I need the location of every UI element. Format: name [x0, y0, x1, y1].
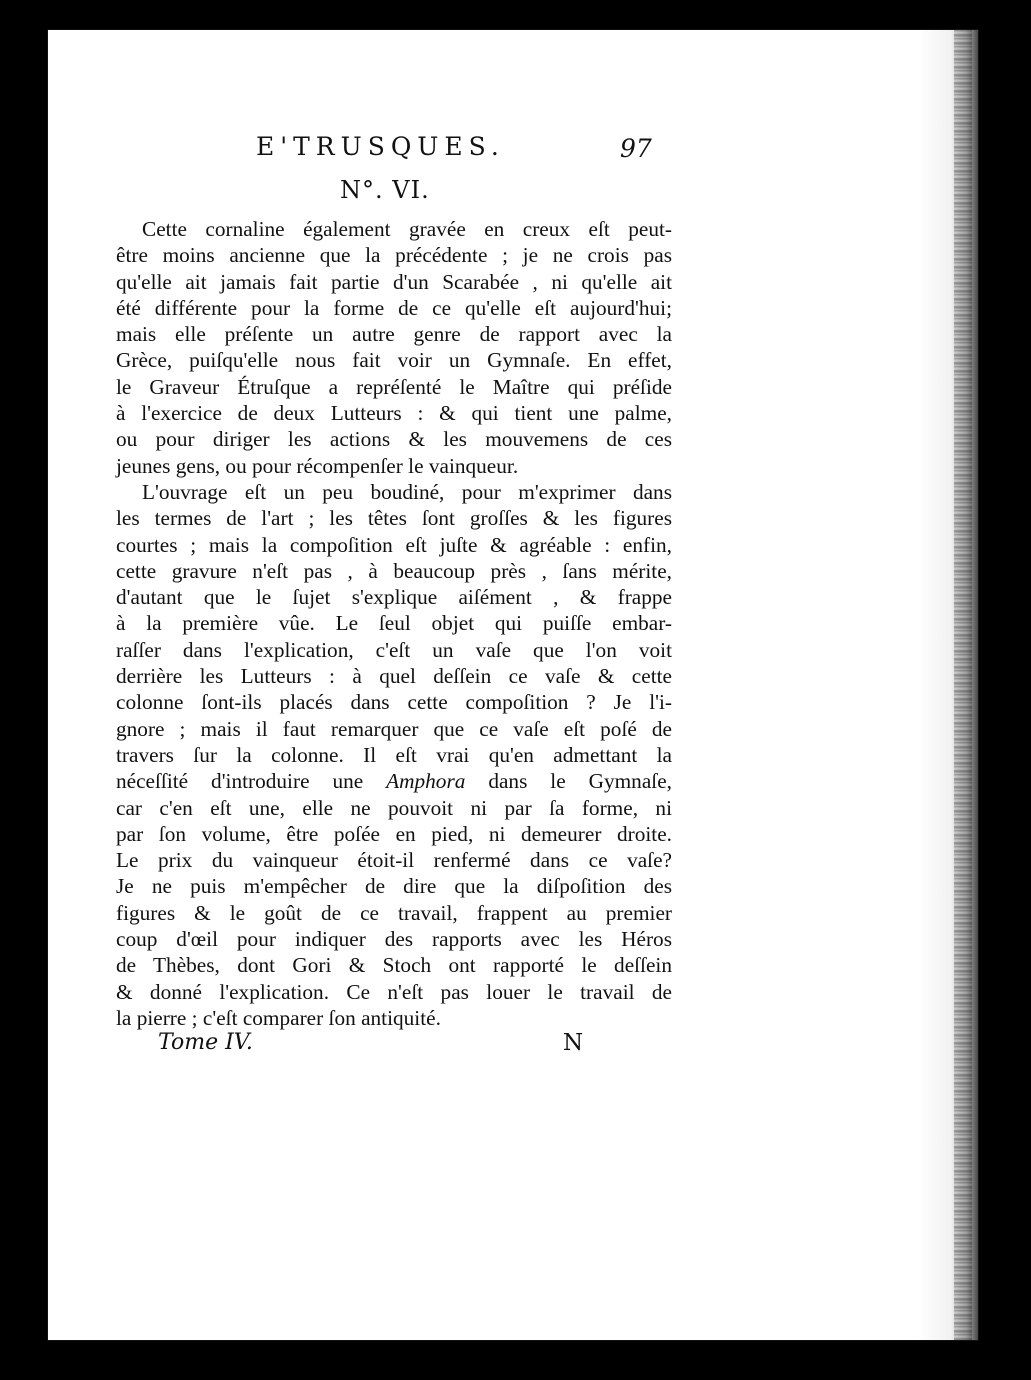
text-line: colonne ſont-ils placés dans cette compoſition ? Je l'i- — [116, 690, 672, 715]
text-line: Le prix du vainqueur étoit-il renfermé dans ce vaſe? — [116, 848, 672, 873]
text-line: par ſon volume, être poſée en pied, ni demeurer droite. — [116, 821, 672, 846]
text-line: travers ſur la colonne. Il eſt vrai qu'en admettant la — [116, 742, 672, 767]
text-line: Grèce, puiſqu'elle nous fait voir un Gymnaſe. En effet, — [116, 348, 672, 373]
paragraph-1 — [116, 216, 672, 479]
text-line: jeunes gens, ou pour récompenſer le vainqueur. — [116, 453, 519, 478]
text-line: cette gravure n'eſt pas , à beaucoup près , ſans mérite, — [116, 558, 672, 583]
running-head — [48, 132, 978, 172]
text-line: gnore ; mais il faut remarquer que ce vaſe eſt poſé de — [116, 716, 672, 741]
text-line: & donné l'explication. Ce n'eſt pas louer le travail de — [116, 979, 672, 1004]
page-edge-shadow — [918, 30, 978, 1340]
text-line: mais elle préſente un autre genre de rapport avec la — [116, 322, 672, 347]
text-fragment: dans le Gymnaſe, — [465, 769, 672, 794]
text-fragment: néceſſité d'introduire une — [116, 769, 387, 794]
text-line: le Graveur Étruſque a repréſenté le Maître qui préſide — [116, 374, 672, 399]
text-line: été différente pour la forme de ce qu'elle eſt aujourd'hui; — [116, 295, 672, 320]
text-line: la pierre ; c'eſt comparer ſon antiquité. — [116, 1005, 441, 1030]
section-number: N°. VI. — [340, 176, 430, 204]
text-line: de Thèbes, dont Gori & Stoch ont rapporté le deſſein — [116, 953, 672, 978]
text-line: L'ouvrage eſt un peu boudiné, pour m'exprimer dans — [142, 479, 672, 504]
text-line-amphora — [116, 768, 672, 794]
italic-word: Amphora — [386, 769, 466, 794]
book-page — [48, 30, 978, 1340]
text-line: Je ne puis m'empêcher de dire que la diſpoſition des — [116, 874, 672, 899]
text-line: raſſer dans l'explication, c'eſt un vaſe que l'on voit — [116, 637, 672, 662]
text-line: coup d'œil pour indiquer des rapports avec les Héros — [116, 927, 672, 952]
page-number: 97 — [620, 134, 652, 163]
signature-mark: N — [563, 1030, 584, 1056]
text-line: à la première vûe. Le ſeul objet qui puiſſe embar- — [116, 611, 672, 636]
text-line: qu'elle ait jamais fait partie d'un Scarabée , ni qu'elle ait — [116, 269, 672, 294]
body-text — [116, 216, 672, 1031]
text-line: courtes ; mais la compoſition eſt juſte & agréable : enfin, — [116, 532, 672, 557]
text-line: car c'en eſt une, elle ne pouvoit ni par ſa forme, ni — [116, 795, 672, 820]
text-line: derrière les Lutteurs : à quel deſſein ce vaſe & cette — [116, 664, 672, 689]
text-line: d'autant que le ſujet s'explique aiſément , & frappe — [116, 585, 672, 610]
text-line: être moins ancienne que la précédente ; je ne crois pas — [116, 243, 672, 268]
text-line: ou pour diriger les actions & les mouvemens de ces — [116, 427, 672, 452]
text-line: figures & le goût de ce travail, frappent au premier — [116, 900, 672, 925]
volume-label: Tome IV. — [158, 1030, 253, 1055]
text-line: Cette cornaline également gravée en creux eſt peut- — [142, 217, 672, 241]
text-line: les termes de l'art ; les têtes ſont groſſes & les figures — [116, 506, 672, 531]
running-title: E'TRUSQUES. — [256, 132, 505, 161]
paragraph-2 — [116, 479, 672, 1031]
text-line: à l'exercice de deux Lutteurs : & qui tient une palme, — [116, 401, 672, 426]
